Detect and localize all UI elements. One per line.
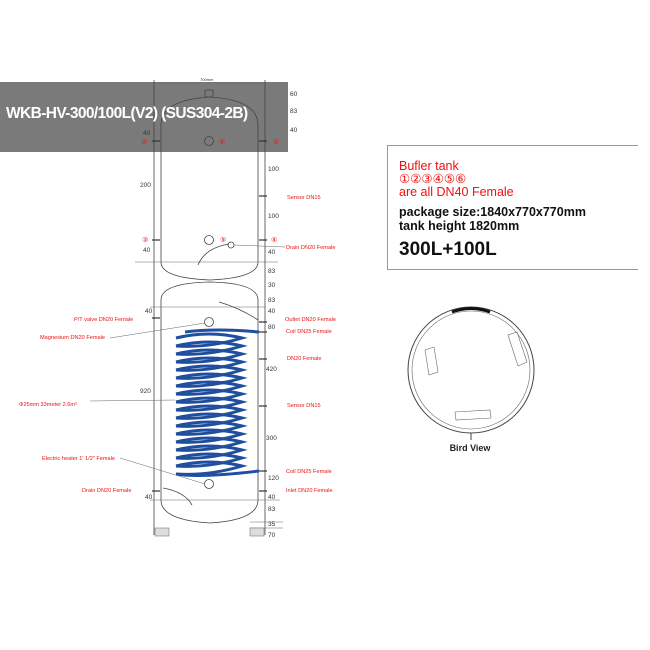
svg-text:35: 35 [268, 521, 276, 528]
info-line-1: Bufler tank [399, 159, 459, 173]
drain-fitting [228, 242, 234, 248]
svg-text:40: 40 [143, 247, 151, 254]
label-sensor-lower: Sensor DN15 [287, 403, 321, 409]
svg-text:920: 920 [140, 388, 151, 395]
svg-text:120: 120 [268, 475, 279, 482]
port-1-marker: ① [273, 139, 280, 146]
svg-text:83: 83 [268, 506, 276, 513]
tank-height: tank height 1820mm [399, 219, 520, 233]
foot-right [250, 528, 264, 536]
port-6-circle [205, 137, 214, 146]
svg-text:30: 30 [268, 282, 276, 289]
leader-line [234, 245, 285, 247]
width-dim-label: 700mm [200, 77, 214, 82]
svg-text:40: 40 [290, 127, 298, 134]
drain-pipe-lower [163, 488, 192, 505]
svg-text:70: 70 [268, 532, 276, 539]
info-line-3: are all DN40 Female [399, 185, 514, 199]
foot-left [155, 528, 169, 536]
top-port [205, 90, 213, 97]
label-magnesium: Magnesium DN20 Female [40, 335, 105, 341]
left-dimensions [140, 130, 153, 501]
label-outlet: Outlet DN20 Female [285, 317, 336, 323]
port-5-circle [205, 236, 214, 245]
port-6-marker: ⑥ [219, 139, 226, 146]
magnesium-port [205, 318, 214, 327]
package-size: package size:1840x770x770mm [399, 205, 586, 219]
outlet-pipe [219, 302, 258, 320]
heat-exchanger-coil [176, 330, 259, 475]
label-drain-lower: Drain DN20 Female [82, 488, 132, 494]
bird-view-drawing [408, 307, 534, 440]
label-coil-top: Coil DN25 Female [286, 329, 332, 335]
svg-text:40: 40 [145, 308, 153, 315]
label-electric-heater: Electric heater 1' 1/2" Female [42, 456, 116, 462]
port-2-marker: ② [141, 139, 148, 146]
svg-text:100: 100 [268, 213, 279, 220]
label-coil-bottom: Coil DN25 Female [286, 469, 332, 475]
port-3-marker: ③ [142, 237, 149, 244]
svg-text:40: 40 [268, 308, 276, 315]
svg-text:300: 300 [266, 435, 277, 442]
model-title: WKB-HV-300/100L(V2) (SUS304-2B) [6, 105, 248, 122]
electric-heater-port [205, 480, 214, 489]
svg-text:40: 40 [145, 494, 153, 501]
label-sensor-upper: Sensor DN15 [287, 195, 321, 201]
coil-loops [176, 330, 259, 475]
svg-text:420: 420 [266, 366, 277, 373]
svg-text:200: 200 [140, 182, 151, 189]
label-drain-upper: Drain DN20 Female [286, 245, 336, 251]
svg-text:60: 60 [290, 91, 298, 98]
svg-text:40: 40 [268, 494, 276, 501]
bird-view-label: Bird View [449, 443, 491, 453]
label-pt-valve: P/T valve DN20 Female [74, 317, 134, 323]
info-port-numbers: ①②③④⑤⑥ [399, 172, 467, 186]
buffer-tank-body [161, 97, 258, 280]
svg-text:40: 40 [268, 249, 276, 256]
label-coil-spec: Φ25mm 33meter 2.6m² [19, 402, 77, 408]
svg-text:40: 40 [143, 130, 151, 137]
svg-text:100: 100 [268, 166, 279, 173]
svg-text:83: 83 [290, 108, 298, 115]
info-box [387, 145, 638, 270]
capacity: 300L+100L [399, 239, 497, 260]
port-4-marker: ④ [271, 237, 278, 244]
svg-text:83: 83 [268, 268, 276, 275]
svg-text:83: 83 [268, 297, 276, 304]
svg-text:80: 80 [268, 324, 276, 331]
label-dn20: DN20 Female [287, 356, 322, 362]
label-inlet: Inlet DN20 Female [286, 488, 333, 494]
port-5-marker: ⑤ [220, 237, 227, 244]
